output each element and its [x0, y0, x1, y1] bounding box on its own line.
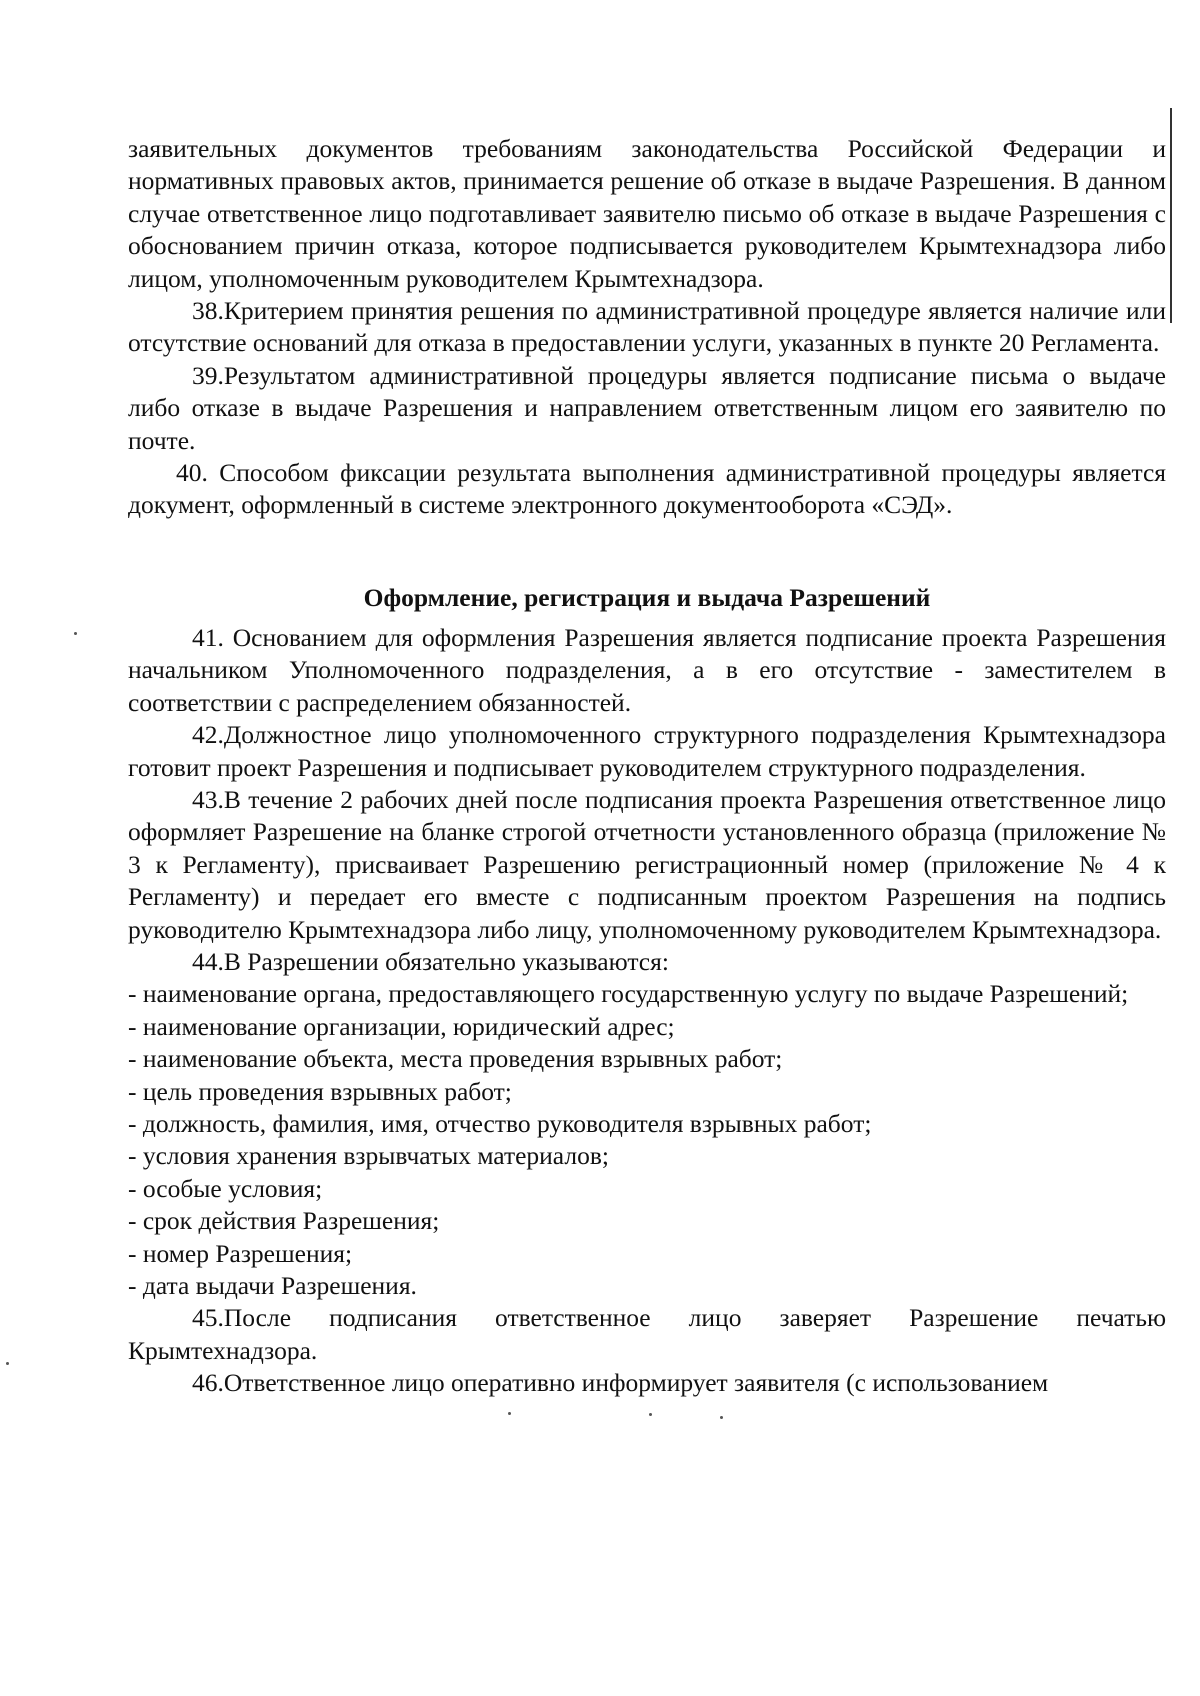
- list-item: - должность, фамилия, имя, отчество руководителя взрывных работ;: [128, 1108, 872, 1138]
- list-item: - наименование органа, предоставляющего государственную услугу по выдаче Разрешений;: [128, 979, 1129, 1009]
- scan-speck: [720, 1416, 723, 1419]
- scan-speck: [649, 1413, 652, 1416]
- scan-speck: [74, 632, 77, 635]
- document-body: [128, 133, 1166, 1400]
- list-item: - наименование организации, юридический адрес;: [128, 1011, 675, 1041]
- paragraph-42: 42.Должностное лицо уполномоченного структурного подразделения Крымтехнадзора готовит проект Разрешения и подписывает руководителем структурного подразделения.: [128, 720, 1166, 782]
- list-item: - наименование объекта, места проведения взрывных работ;: [128, 1044, 783, 1074]
- list-item: - срок действия Разрешения;: [128, 1206, 440, 1236]
- paragraph-45: 45.После подписания ответственное лицо заверяет Разрешение печатью Крымтехнадзора.: [128, 1303, 1166, 1365]
- list-item: - особые условия;: [128, 1173, 323, 1203]
- list-item: - дата выдачи Разрешения.: [128, 1271, 417, 1300]
- paragraph-44-intro: 44.В Разрешении обязательно указываются:: [192, 946, 669, 976]
- paragraph-39: 39.Результатом административной процедуры является подписание письма о выдаче либо отказе в выдаче Разрешения и направлением ответственным лицом его заявителю по почте.: [128, 360, 1166, 455]
- paragraph-40: 40. Способом фиксации результата выполнения административной процедуры является документ, оформленный в системе электронного документооборота «СЭД».: [128, 458, 1166, 520]
- list-item: - номер Разрешения;: [128, 1238, 353, 1268]
- paragraph-41: 41. Основанием для оформления Разрешения является подписание проекта Разрешения начальником Уполномоченного подразделения, а в его отсутствие - заместителем в соответствии с распределением обязанностей.: [128, 622, 1166, 717]
- paragraph-38: 38.Критерием принятия решения по административной процедуре является наличие или отсутствие оснований для отказа в предоставлении услуги, указанных в пункте 20 Регламента.: [128, 296, 1166, 358]
- paragraph-46: 46.Ответственное лицо оперативно информирует заявителя (с использованием: [192, 1368, 1049, 1398]
- intro-paragraph: заявительных документов требованиям законодательства Российской Федерации и нормативных правовых актов, принимается решение об отказе в выдаче Разрешения. В данном случае ответственное лицо подготавливает заявителю письмо об отказе в выдаче Разрешения с обоснованием причин отказа, которое подписывается руководителем Крымтехнадзора либо лицом, уполномоченным руководителем Крымтехнадзора.: [128, 134, 1166, 293]
- section-heading: Оформление, регистрация и выдача Разрешений: [363, 582, 931, 612]
- margin-rule: [1170, 108, 1172, 323]
- list-item: - цель проведения взрывных работ;: [128, 1076, 512, 1106]
- paragraph-43: 43.В течение 2 рабочих дней после подписания проекта Разрешения ответственное лицо оформляет Разрешение на бланке строгой отчетности установленного образца (приложение № 3 к Регламенту), присваивает Разрешению регистрационный номер (приложение № 4 к Регламенту) и передает его вместе с подписанным проектом Разрешения на подпись руководителю Крымтехнадзора либо лицу, уполномоченному руководителем Крымтехнадзора.: [128, 784, 1166, 944]
- scan-speck: [6, 1362, 9, 1365]
- scan-speck: [508, 1412, 511, 1415]
- list-item: - условия хранения взрывчатых материалов;: [128, 1141, 609, 1171]
